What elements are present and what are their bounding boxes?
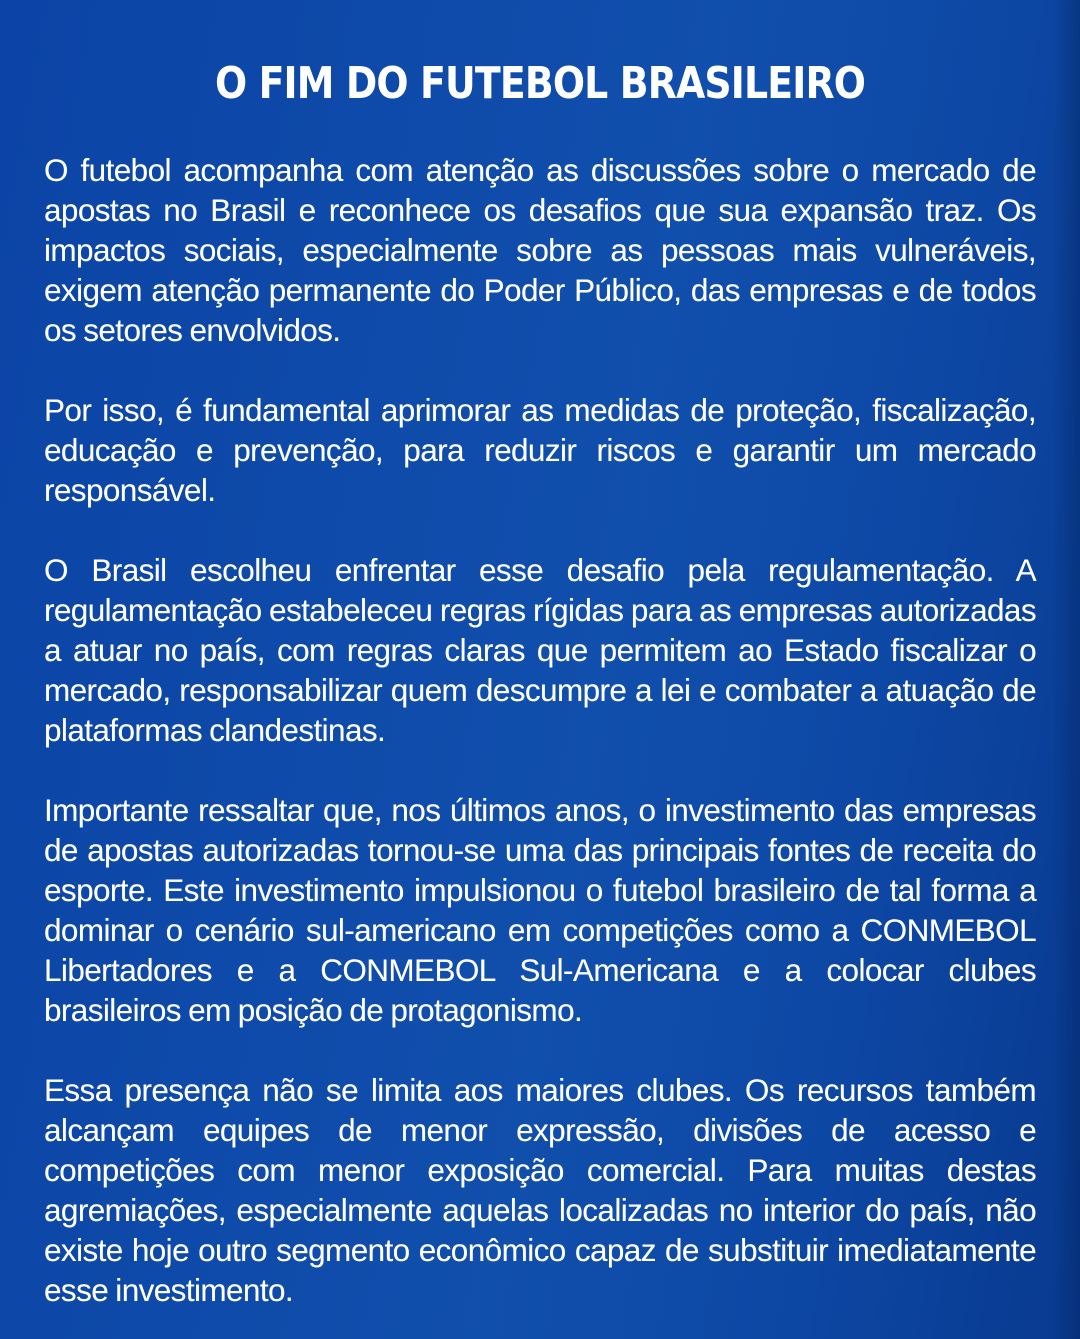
paragraph-5: Essa presença não se limita aos maiores clubes. Os recursos também alcançam equipes de menor expressão, divisões de acesso e competições com menor exposição comercial. Para muitas destas agremiações, especialmente aquelas localizadas no interior do país, não existe hoje outro segmento econômico capaz de substituir imediatamente esse investimento. (44, 1072, 1036, 1308)
paragraph-3: O Brasil escolheu enfrentar esse desafio pela regulamentação. A regulamentação estabeleceu regras rígidas para as empresas autorizadas a atuar no país, com regras claras que permitem ao Estado fiscalizar o mercado, responsabilizar quem descumpre a lei e combater a atuação de plataformas clandestinas. (44, 552, 1036, 748)
page-title: O FIM DO FUTEBOL BRASILEIRO (214, 58, 866, 109)
statement-body (44, 150, 1036, 1310)
paragraph-1: O futebol acompanha com atenção as discussões sobre o mercado de apostas no Brasil e reconhece os desafios que sua expansão traz. Os impactos sociais, especialmente sobre as pessoas mais vulneráveis, exigem atenção permanente do Poder Público, das empresas e de todos os setores envolvidos. (44, 152, 1036, 348)
paragraph-2: Por isso, é fundamental aprimorar as medidas de proteção, fiscalização, educação e prevenção, para reduzir riscos e garantir um mercado responsável. (44, 392, 1036, 508)
paragraph-4: Importante ressaltar que, nos últimos anos, o investimento das empresas de apostas autorizadas tornou-se uma das principais fontes de receita do esporte. Este investimento impulsionou o futebol brasileiro de tal forma a dominar o cenário sul-americano em competições como a CONMEBOL Libertadores e a CONMEBOL Sul-Americana e a colocar clubes brasileiros em posição de protagonismo. (44, 792, 1036, 1028)
